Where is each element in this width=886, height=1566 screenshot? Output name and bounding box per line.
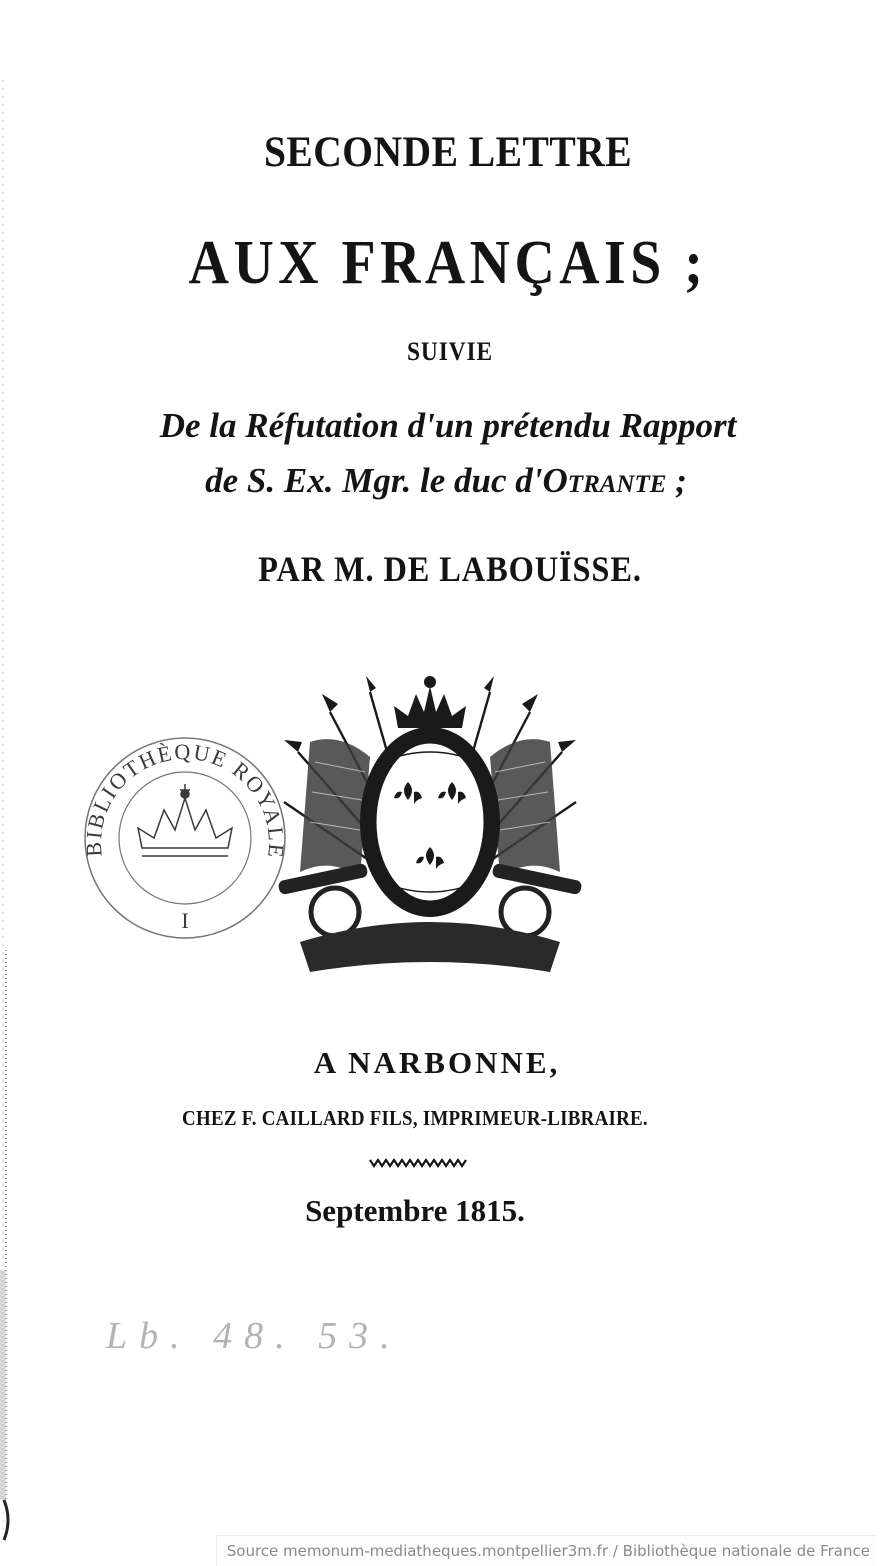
stamp-text: BIBLIOTHÈQUE ROYALE: [80, 738, 290, 861]
subtitle-line-2-end: ;: [666, 461, 687, 500]
subtitle-line-2: [8, 461, 884, 501]
page-edge-scan-artifact: [0, 0, 12, 1566]
stamp-letter: I: [181, 908, 189, 933]
ornament-rule: [370, 1158, 466, 1168]
title-line-2: AUX FRANÇAIS ;: [188, 229, 708, 297]
cannon-right: [492, 863, 583, 936]
imprint-place: A NARBONNE,: [313, 1045, 561, 1080]
title-line-1: SECONDE LETTRE: [263, 129, 633, 176]
library-stamp: [80, 706, 290, 944]
royal-arms-emblem: [270, 672, 590, 982]
crown-icon: [394, 676, 466, 728]
source-footer: [216, 1535, 876, 1566]
suivie-label: SUIVIE: [406, 337, 494, 366]
imprint-date: Septembre 1815.: [305, 1193, 525, 1228]
subtitle-line-1: De la Réfutation d'un prétendu Rapport: [159, 406, 737, 445]
author-line: PAR M. DE LABOUÏSSE.: [258, 549, 642, 589]
cannon-left: [278, 863, 369, 936]
shelfmark-pencil: [96, 1296, 402, 1376]
source-credit: Source memonum-mediatheques.montpellier3m.fr / Bibliothèque nationale de France: [226, 1542, 870, 1560]
imprint-printer: CHEZ F. CAILLARD FILS, IMPRIMEUR-LIBRAIRE.: [182, 1106, 648, 1130]
subtitle-line-2-start: de S. Ex. Mgr. le duc d': [205, 461, 543, 500]
subtitle-otrante: Otrante: [542, 461, 667, 500]
shelfmark-text: Lb. 48. 53.: [106, 1315, 402, 1357]
crown-icon: [138, 784, 232, 856]
